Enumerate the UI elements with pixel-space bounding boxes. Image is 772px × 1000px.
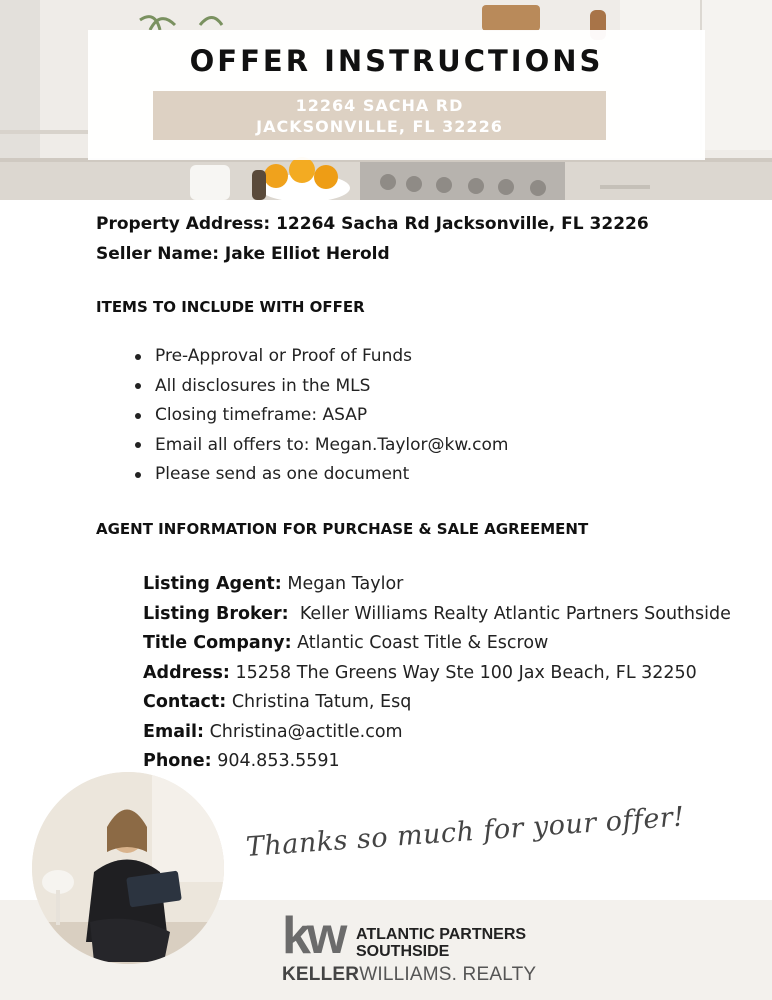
list-item: Please send as one document (132, 460, 508, 490)
address-band (153, 91, 606, 140)
bullet-icon (135, 413, 141, 419)
list-item: Email all offers to: Megan.Taylor@kw.com (132, 431, 508, 461)
bullet-icon (135, 383, 141, 389)
list-item: Closing timeframe: ASAP (132, 401, 508, 431)
list-item: All disclosures in the MLS (132, 372, 508, 402)
email-row: Email: Christina@actitle.com (143, 721, 403, 742)
contact-row: Contact: Christina Tatum, Esq (143, 692, 412, 712)
items-heading: ITEMS TO INCLUDE WITH OFFER (96, 298, 365, 316)
bullet-icon (135, 442, 141, 448)
address-row: Address: 15258 The Greens Way Ste 100 Jax Beach, FL 32250 (143, 662, 697, 683)
agent-photo (32, 772, 224, 964)
listing-broker-row: Listing Broker: Keller Williams Realty Atlantic Partners Southside (143, 603, 731, 624)
brokerage-logo (282, 907, 537, 992)
hero-kitchen-image (0, 0, 772, 200)
address-line-2: JACKSONVILLE, FL 32226 (256, 116, 503, 136)
keller-williams-wordmark: KELLERWILLIAMS. REALTY (282, 964, 537, 985)
agent-info-heading: AGENT INFORMATION FOR PURCHASE & SALE AGREEMENT (96, 520, 589, 538)
kw-logo-mark: kw (282, 907, 344, 965)
list-item: Pre-Approval or Proof of Funds (132, 342, 508, 372)
logo-line-2: SOUTHSIDE (356, 943, 450, 960)
logo-line-1: ATLANTIC PARTNERS (356, 926, 527, 943)
listing-agent-row: Listing Agent: Megan Taylor (143, 574, 404, 594)
title-company-row: Title Company: Atlantic Coast Title & Escrow (143, 633, 549, 653)
thanks-message: Thanks so much for your offer! (244, 801, 686, 863)
address-line-1: 12264 SACHA RD (295, 95, 464, 115)
items-list (132, 342, 508, 490)
property-address: Property Address: 12264 Sacha Rd Jacksonville, FL 32226 (96, 214, 649, 234)
agent-portrait (32, 772, 224, 964)
seller-name: Seller Name: Jake Elliot Herold (96, 244, 390, 264)
phone-row: Phone: 904.853.5591 (143, 751, 340, 771)
bullet-icon (135, 472, 141, 478)
bullet-icon (135, 354, 141, 360)
page-title: OFFER INSTRUCTIONS (189, 44, 604, 78)
agent-info (143, 570, 731, 777)
title-card (88, 30, 705, 160)
